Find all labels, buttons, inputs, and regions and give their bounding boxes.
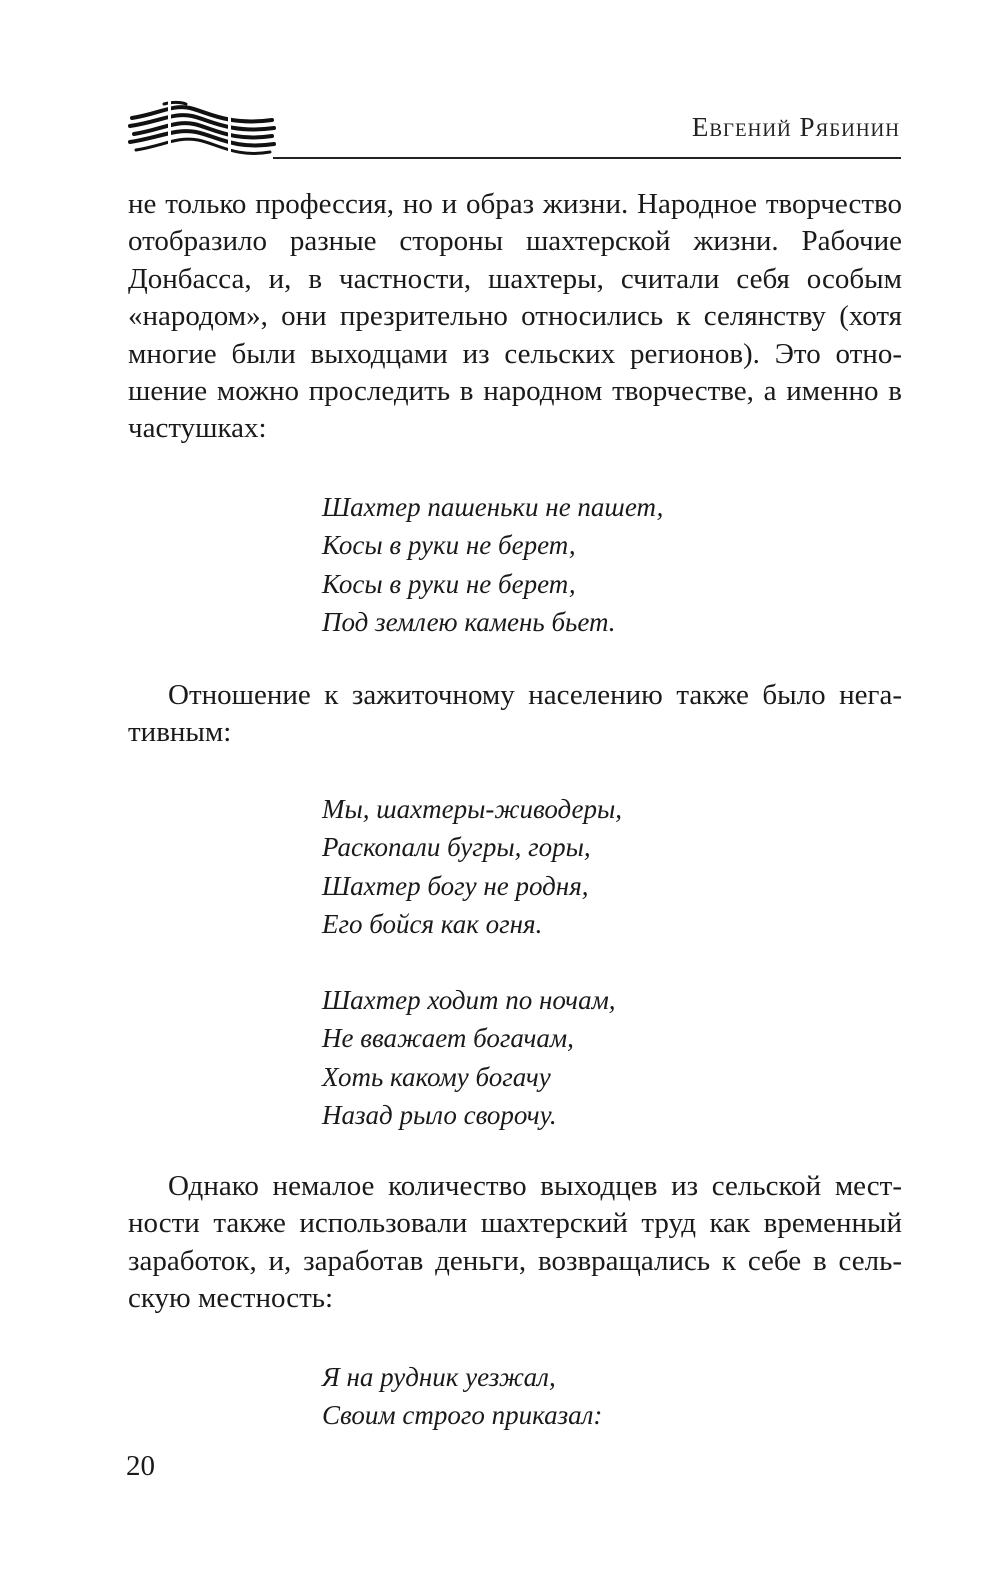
- paragraph-2: Отношение к зажиточному населению также было негативным:: [128, 679, 902, 749]
- verse-line: Шахтер ходит по ночам,: [322, 985, 616, 1015]
- verse-line: Косы в руки не берет,: [322, 530, 576, 561]
- publisher-logo-waves: [128, 100, 276, 160]
- verse-line: Шахтер богу не родня,: [322, 870, 589, 901]
- verse-2: [322, 790, 842, 943]
- verse-line: Хоть какому богачу: [322, 1061, 551, 1092]
- page-number: 20: [126, 1450, 155, 1482]
- verse-line: Раскопали бугры, горы,: [322, 832, 591, 863]
- verse-line: Косы в руки не берет,: [322, 568, 576, 599]
- verse-line: Назад рыло сворочу.: [322, 1099, 557, 1130]
- paragraph-3: Однако немалое количество выходцев из сельской местности также использовали шахтерский труд как временный заработок, и, заработав деньги, возвращались к себе в сельскую местность:: [128, 1170, 902, 1315]
- verse-line: Я на рудник уезжал,: [322, 1362, 556, 1392]
- verse-line: Его бойся как огня.: [322, 908, 543, 939]
- verse-4: [322, 1358, 842, 1435]
- verse-line: Шахтер пашеньки не пашет,: [322, 492, 664, 522]
- verse-line: Под землею камень бьет.: [322, 606, 616, 637]
- running-header-author: Евгений Рябинин: [691, 112, 900, 142]
- header-rule: [273, 157, 901, 159]
- verse-line: Мы, шахтеры-живодеры,: [322, 794, 623, 824]
- verse-3: [322, 981, 842, 1134]
- paragraph-1: не только профессия, но и образ жизни. Народное творчество отобразило разные стороны шахтерской жизни. Рабочие Донбасса, и, в частности, шахтеры, считали себя особым «народом», они презрительно относились к селянству (хотя многие были выходцами из сельских регионов). Это отношение можно проследить в народном творчестве, а именно в частушках:: [128, 188, 902, 445]
- verse-line: Не вважает богачам,: [322, 1023, 574, 1054]
- verse-line: Своим строго приказал:: [322, 1400, 603, 1431]
- verse-1: [322, 488, 842, 641]
